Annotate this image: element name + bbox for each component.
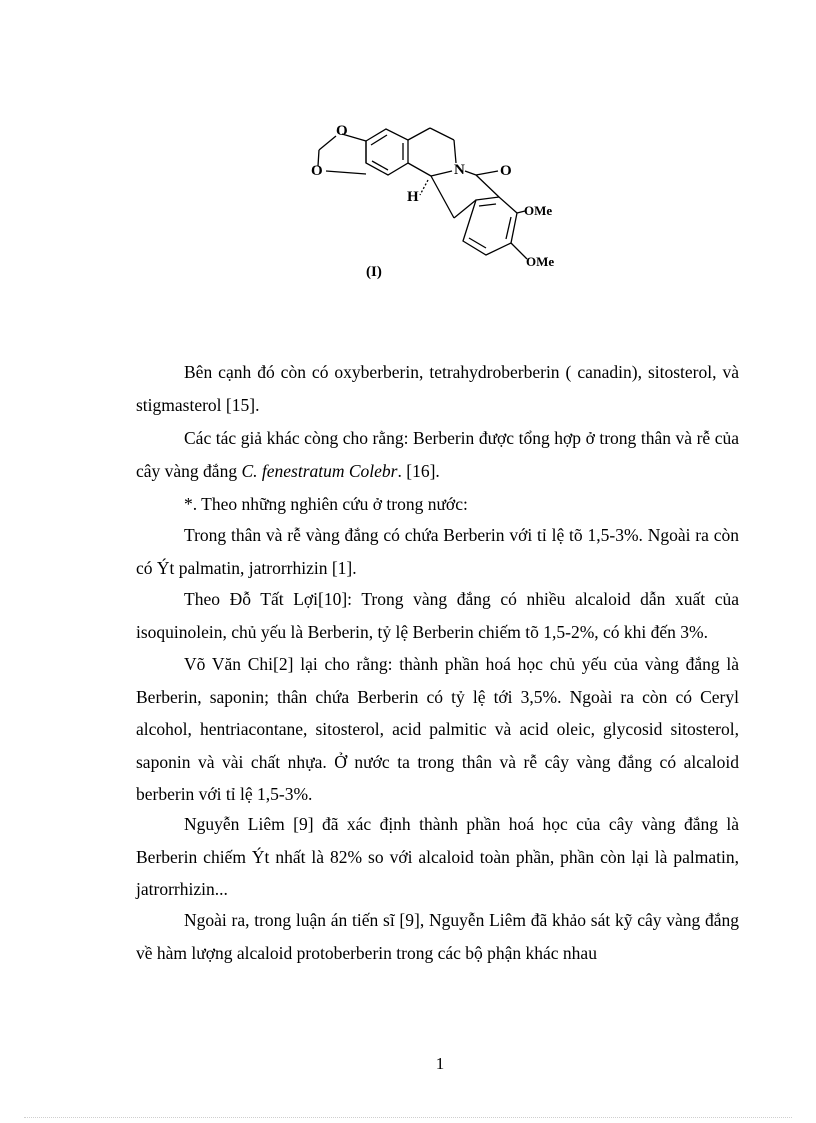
paragraph-5-text: Theo Đỗ Tất Lợi[10]: Trong vàng đắng có nhiều alcaloid dẫn xuất của isoquinolein, chủ yếu là Berberin, tỷ lệ Berberin chiếm tõ 1,5-2%, có khi đến 3%. [136, 589, 739, 642]
atom-n: N [454, 162, 465, 178]
paragraph-1 [136, 356, 739, 421]
paragraph-4 [136, 519, 739, 584]
chemical-structure-figure [290, 110, 580, 285]
atom-h: H [407, 189, 419, 205]
atom-o2: O [311, 163, 323, 179]
atom-ome1: OMe [524, 203, 553, 218]
paragraph-4-text: Trong thân và rễ vàng đắng có chứa Berberin với tỉ lệ tõ 1,5-3%. Ngoài ra còn có Ýt palmatin, jatrorrhizin [1]. [136, 525, 739, 578]
paragraph-2-ref: . [16]. [397, 460, 440, 481]
atom-carbonyl-o: O [500, 163, 512, 179]
paragraph-6-text: Võ Văn Chi[2] lại cho rằng: thành phần hoá học chủ yếu của vàng đắng là Berberin, saponin; thân chứa Berberin có tỷ lệ tới 3,5%. Ngoài ra còn có Ceryl alcohol, hentriacontane, sitosterol, acid palmitic và acid oleic, glycosid sitosterol, saponin và vài chất nhựa. Ở nước ta trong thân và rễ cây vàng đắng có alcaloid berberin với tỉ lệ 1,5-3%. [136, 654, 739, 804]
paragraph-6 [136, 648, 739, 811]
atom-ome2: OMe [526, 254, 555, 269]
atom-o1: O [336, 123, 348, 139]
species-name: C. fenestratum Colebr [241, 460, 398, 481]
paragraph-7-text: Nguyễn Liêm [9] đã xác định thành phần hoá học của cây vàng đắng là Berberin chiếm Ýt nhất là 82% so với alcaloid toàn phần, phần còn lại là palmatin, jatrorrhizin... [136, 814, 739, 899]
paragraph-2-text: Các tác giả khác còng cho rằng: Berberin được tổng hợp ở trong thân và rễ của cây vàng đắng [136, 428, 739, 481]
paragraph-8 [136, 904, 739, 969]
paragraph-3-text: *. Theo những nghiên cứu ở trong nước: [184, 494, 468, 514]
page-number: 1 [435, 1054, 445, 1073]
paragraph-2 [136, 422, 739, 487]
paragraph-1-text: Bên cạnh đó còn có oxyberberin, tetrahydroberberin ( canadin), sitosterol, và stigmasterol [15]. [136, 362, 739, 415]
figure-label: (I) [366, 264, 382, 280]
paragraph-3 [136, 488, 739, 521]
footer-divider [24, 1117, 792, 1118]
paragraph-5 [136, 583, 739, 648]
paragraph-7 [136, 808, 739, 906]
paragraph-8-text: Ngoài ra, trong luận án tiến sĩ [9], Nguyễn Liêm đã khảo sát kỹ cây vàng đắng về hàm lượng alcaloid protoberberin trong các bộ phận khác nhau [136, 910, 739, 963]
